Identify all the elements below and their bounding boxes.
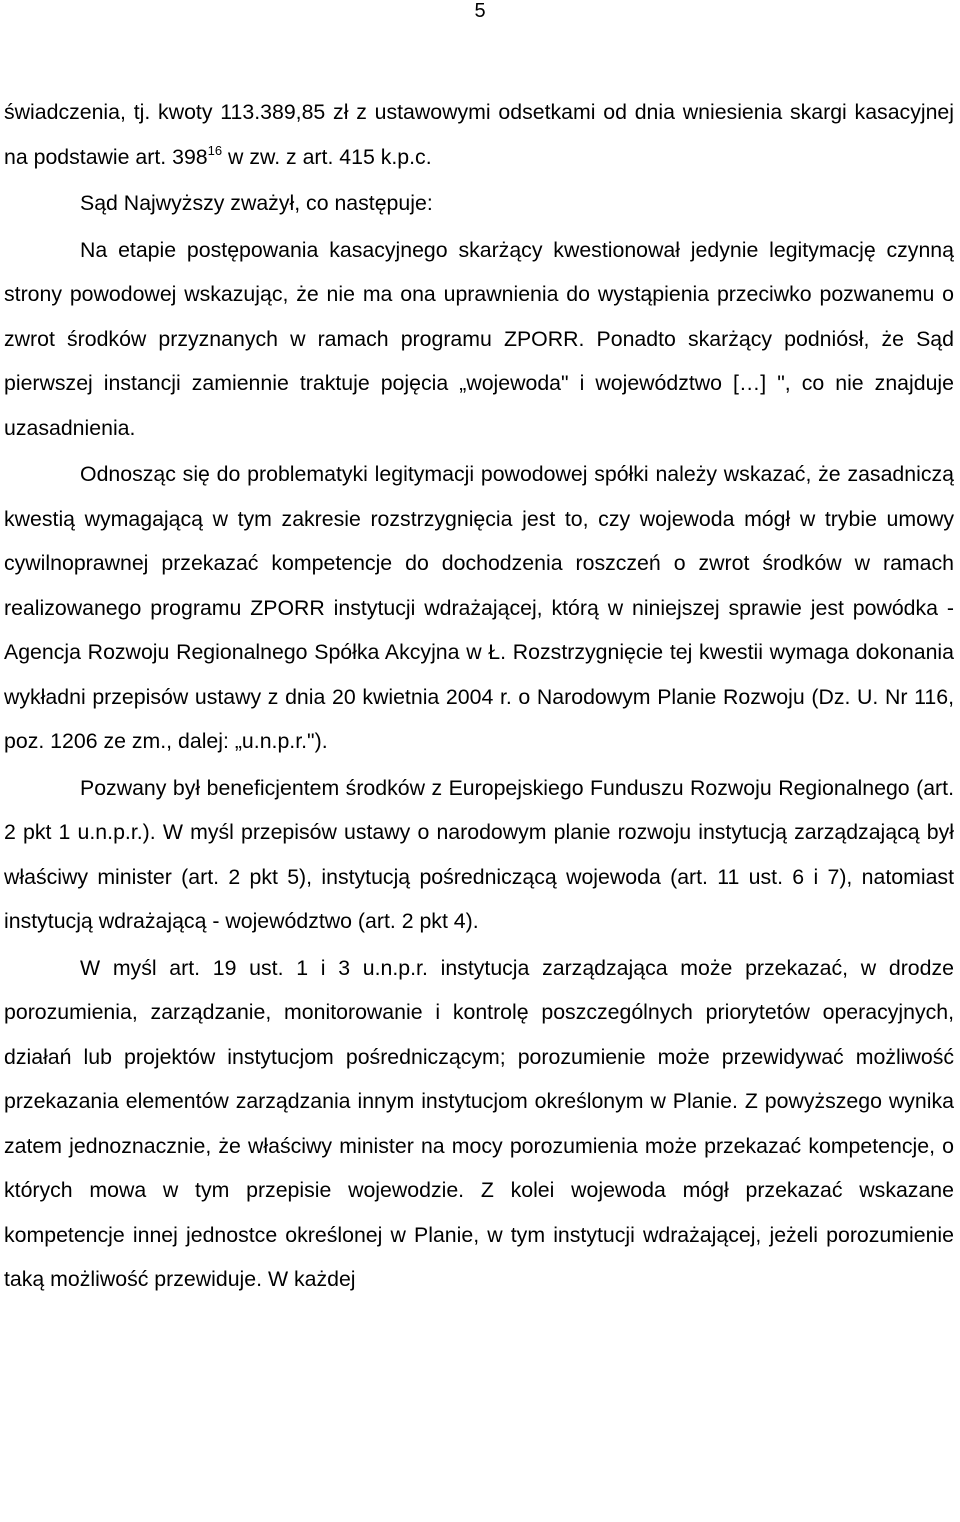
paragraph-1-superscript: 16 — [207, 142, 223, 158]
paragraph-1-text-end: w zw. z art. 415 k.p.c. — [222, 144, 432, 169]
paragraph-1 — [4, 90, 954, 179]
paragraph-4: Pozwany był beneficjentem środków z Europejskiego Funduszu Rozwoju Regionalnego (art. 2 pkt 1 u.n.p.r.). W myśl przepisów ustawy o narodowym planie rozwoju instytucją zarządzającą był właściwy minister (art. 2 pkt 5), instytucją pośredniczącą wojewoda (art. 11 ust. 6 i 7), natomiast instytucją wdrażającą - województwo (art. 2 pkt 4). — [4, 775, 954, 933]
section-heading: Sąd Najwyższy zważył, co następuje: — [80, 191, 433, 215]
paragraph-1-text: świadczenia, tj. kwoty 113.389,85 zł z ustawowymi odsetkami od dnia wniesienia skargi kasacyjnej na podstawie art. 398 — [4, 100, 954, 169]
paragraph-5: W myśl art. 19 ust. 1 i 3 u.n.p.r. instytucja zarządzająca może przekazać, w drodze porozumienia, zarządzanie, monitorowanie i kontrolę poszczególnych priorytetów operacyjnych, działań lub projektów instytucjom pośredniczącym; porozumienie może przewidywać możliwość przekazania elementów zarządzania innym instytucjom określonym w Planie. Z powyższego wynika zatem jednoznacznie, że właściwy minister na mocy porozumienia może przekazać kompetencje, o których mowa w tym przepisie wojewodzie. Z kolei wojewoda mógł przekazać wskazane kompetencje innej jednostce określonej w Planie, w tym instytucji wdrażającej, jeżeli porozumienie taką możliwość przewiduje. W każdej — [4, 955, 954, 1291]
page-number: 5 — [474, 0, 486, 22]
document-body — [4, 90, 954, 1302]
paragraph-3: Odnosząc się do problematyki legitymacji powodowej spółki należy wskazać, że zasadniczą kwestią wymagającą w tym zakresie rozstrzygnięcia jest to, czy wojewoda mógł w trybie umowy cywilnoprawnej przekazać kompetencje do dochodzenia roszczeń o zwrot środków w ramach realizowanego programu ZPORR instytucji wdrażającej, którą w niniejszej sprawie jest powódka - Agencja Rozwoju Regionalnego Spółka Akcyjna w Ł. Rozstrzygnięcie tej kwestii wymaga dokonania wykładni przepisów ustawy z dnia 20 kwietnia 2004 r. o Narodowym Planie Rozwoju (Dz. U. Nr 116, poz. 1206 ze zm., dalej: „u.n.p.r."). — [4, 462, 954, 753]
paragraph-2: Na etapie postępowania kasacyjnego skarżący kwestionował jedynie legitymację czynną strony powodowej wskazując, że nie ma ona uprawnienia do wystąpienia przeciwko pozwanemu o zwrot środków przyznanych w ramach programu ZPORR. Ponadto skarżący podniósł, że Sąd pierwszej instancji zamiennie traktuje pojęcia „wojewoda" i województwo […] ", co nie znajduje uzasadnienia. — [4, 237, 954, 440]
